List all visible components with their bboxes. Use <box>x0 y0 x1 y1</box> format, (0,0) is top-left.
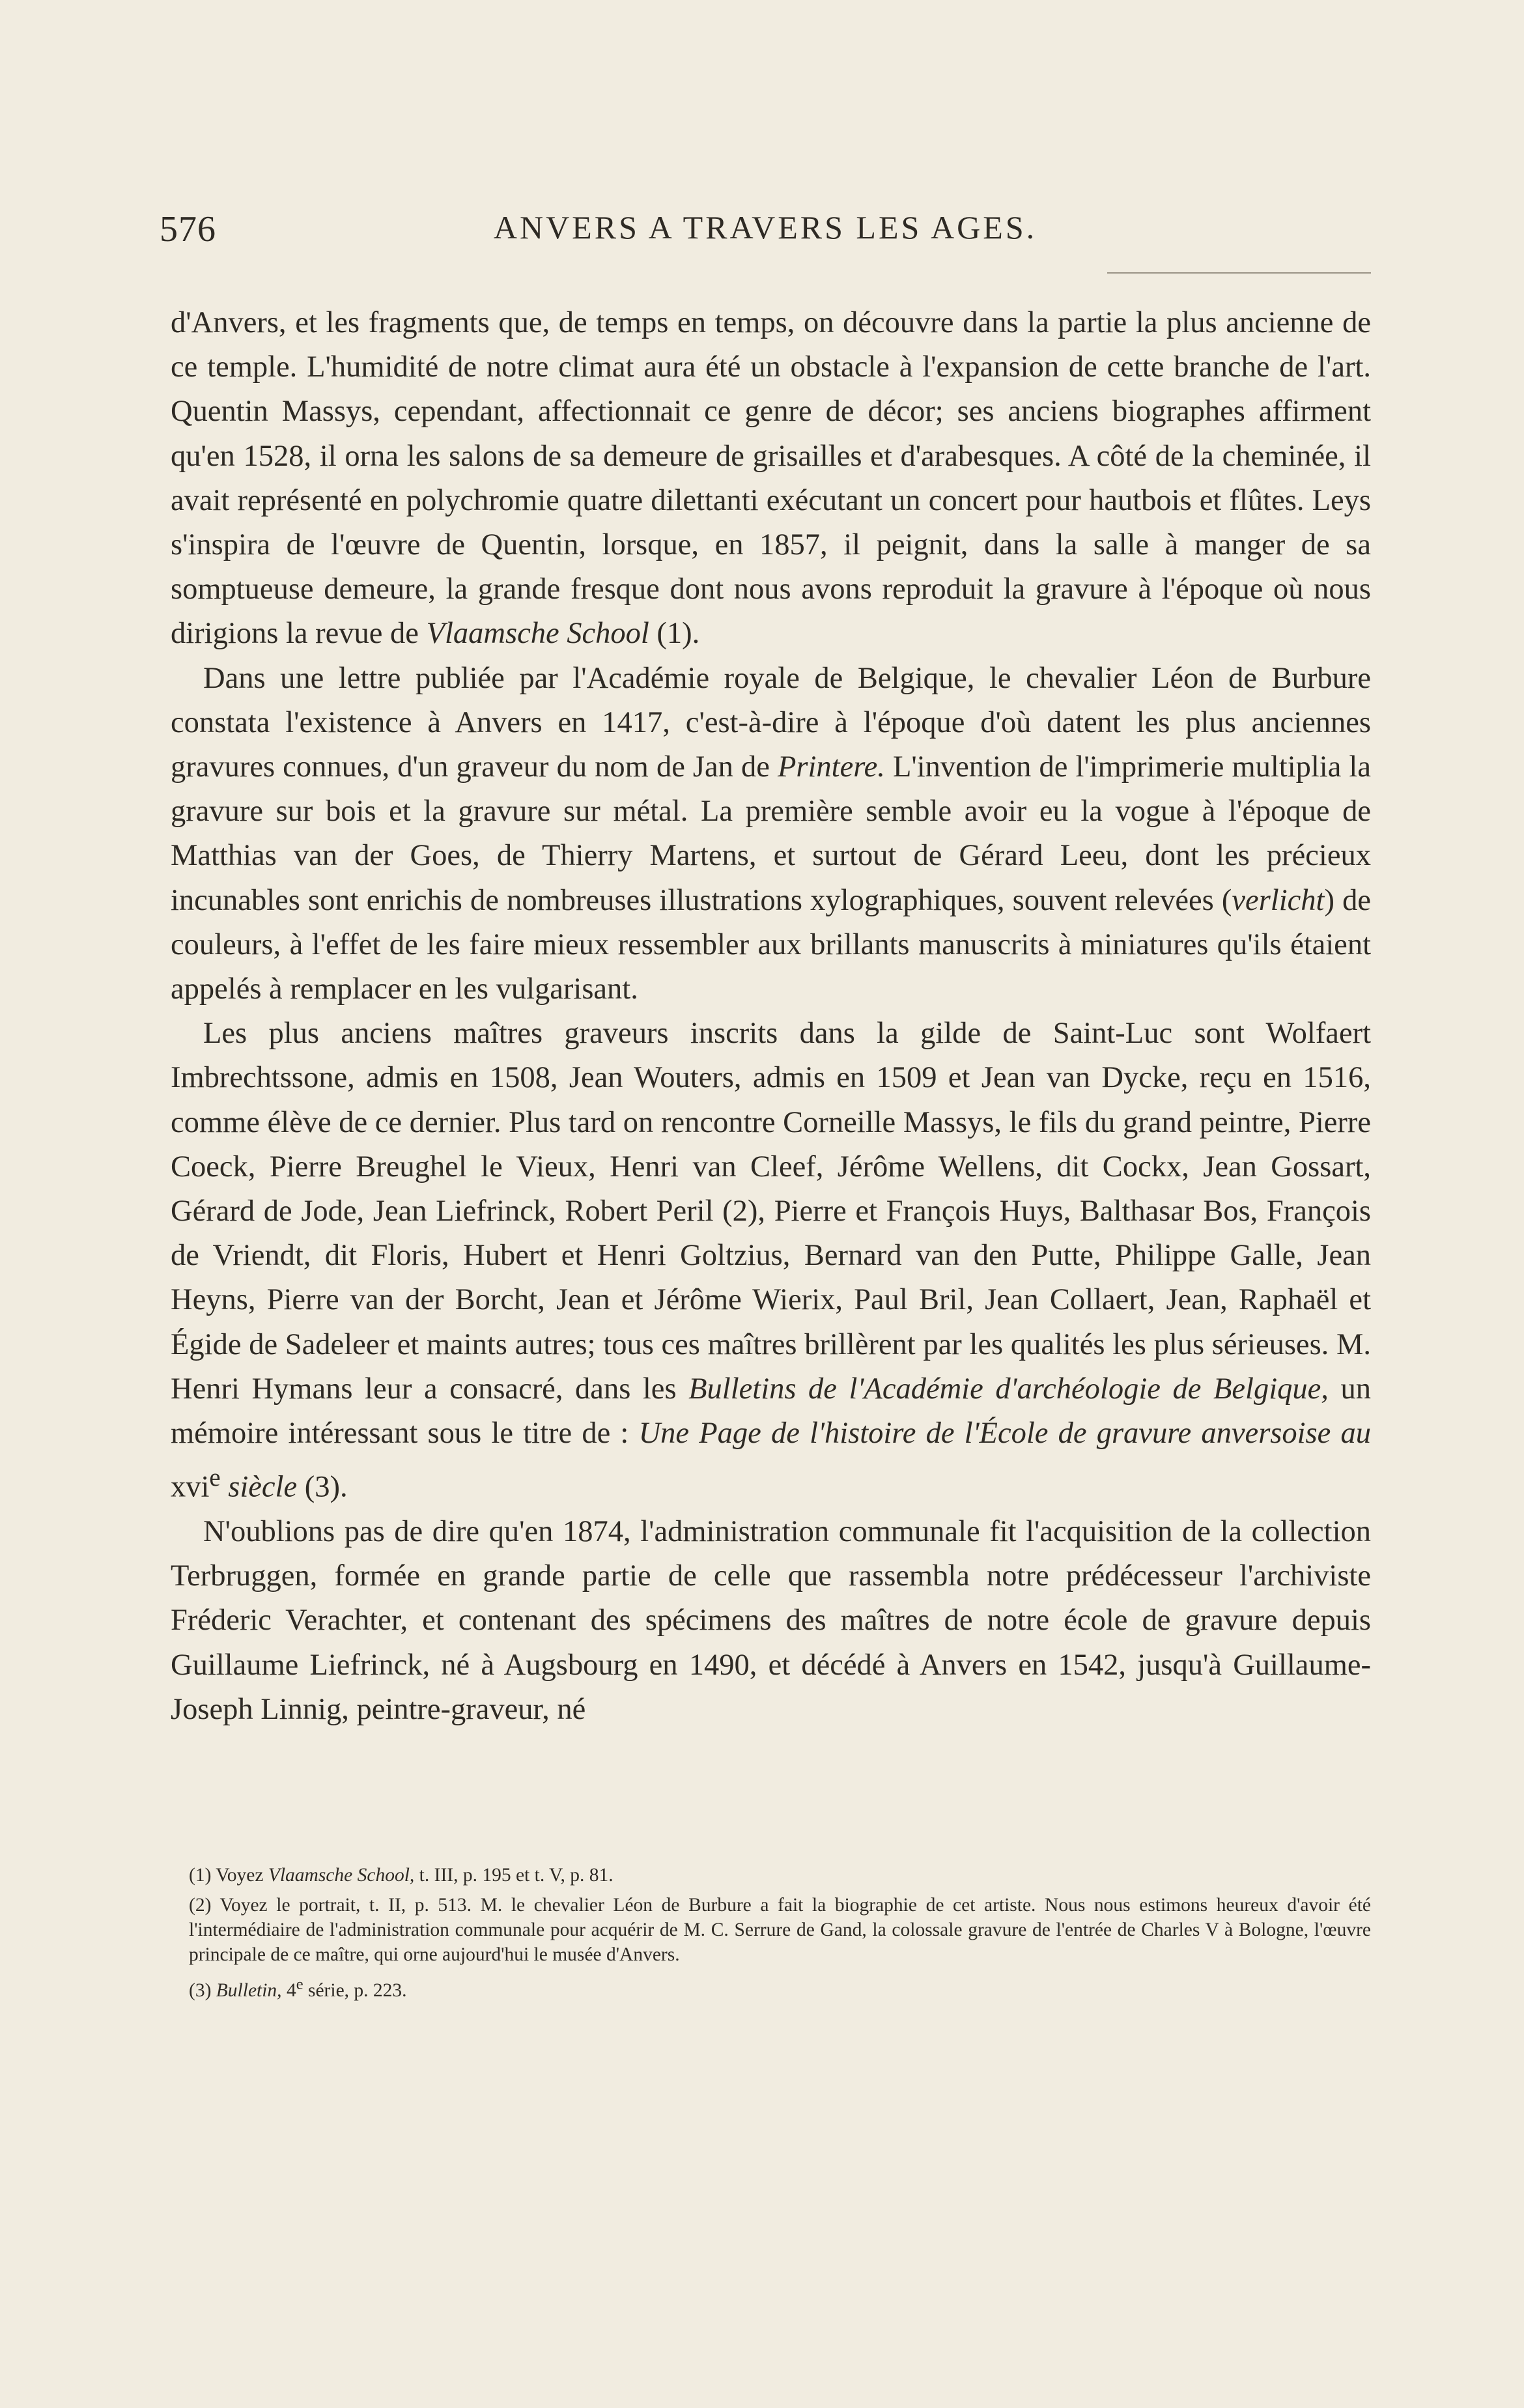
italic-run: siècle <box>228 1470 298 1504</box>
footnote-1: (1) Voyez Vlaamsche School, t. III, p. 195 et t. V, p. 81. <box>189 1865 614 1886</box>
page-header <box>160 208 1371 261</box>
italic-run: Bulletins de l'Académie d'archéologie de Belgique, <box>688 1372 1329 1406</box>
italic-run: Une Page de l'histoire de l'École de gravure anversoise au <box>638 1417 1372 1451</box>
italic-run: Printere. <box>777 750 885 784</box>
body-text <box>171 301 1371 1732</box>
running-title: ANVERS A TRAVERS LES AGES. <box>493 209 1037 246</box>
italic-run: verlicht <box>1232 883 1325 917</box>
italic-run: Vlaamsche School, <box>268 1865 415 1886</box>
paragraph-3: Les plus anciens maîtres graveurs inscrits dans la gilde de Saint-Luc sont Wolfaert Imbrechtssone, admis en 1508, Jean Wouters, admis en 1509 et Jean van Dycke, reçu en 1516, comme élève de ce dernier. Plus tard on rencontre Corneille Massys, le fils du grand peintre, Pierre Coeck, Pierre Breughel le Vieux, Henri van Cleef, Jérôme Wellens, dit Cockx, Jean Gossart, Gérard de Jode, Jean Liefrinck, Robert Peril (2), Pierre et François Huys, Balthasar Bos, François de Vriendt, dit Floris, Hubert et Henri Goltzius, Bernard van den Putte, Philippe Galle, Jean Heyns, Pierre van der Borcht, Jean et Jérôme Wierix, Paul Bril, Jean Collaert, Jean, Raphaël et Égide de Sadeleer et maints autres; tous ces maîtres brillèrent par les qualités les plus sérieuses. M. Henri Hymans leur a consacré, dans les Bulletins de l'Académie d'archéologie de Belgique, un mémoire intéressant sous le titre de : Une Page de l'histoire de l'École de gravure anversoise au xvi$^e$ siècle (3). <box>171 1017 1372 1504</box>
italic-run: Bulletin, <box>216 1979 282 2001</box>
superscript: e <box>209 1464 221 1492</box>
header-rule <box>1107 272 1371 274</box>
page-number: 576 <box>160 209 216 249</box>
paragraph-2: Dans une lettre publiée par l'Académie royale de Belgique, le chevalier Léon de Burbure constata l'existence à Anvers en 1417, c'est-à-dire à l'époque d'où datent les plus anciennes gravures connues, d'un graveur du nom de Jan de Printere. L'invention de l'imprimerie multiplia la gravure sur bois et la gravure sur métal. La première semble avoir eu la vogue à l'époque de Matthias van der Goes, de Thierry Martens, et surtout de Gérard Leeu, dont les précieux incunables sont enrichis de nombreuses illustrations xylographiques, souvent relevées (verlicht) de couleurs, à l'effet de les faire mieux ressembler aux brillants manuscrits à miniatures qu'ils étaient appelés à remplacer en les vulgarisant. <box>171 661 1371 1006</box>
paragraph-1: d'Anvers, et les fragments que, de temps en temps, on découvre dans la partie la plus ancienne de ce temple. L'humidité de notre climat aura été un obstacle à l'expansion de cette branche de l'art. Quentin Massys, cependant, affectionnait ce genre de décor; ses anciens biographes affirment qu'en 1528, il orna les salons de sa demeure de grisailles et d'arabesques. A côté de la cheminée, il avait représenté en polychromie quatre dilettanti exécutant un concert pour hautbois et flûtes. Leys s'inspira de l'œuvre de Quentin, lorsque, en 1857, il peignit, dans la salle à manger de sa somptueuse demeure, la grande fresque dont nous avons reproduit la gravure à l'époque où nous dirigions la revue de Vlaamsche School (1). <box>171 306 1371 651</box>
footnote-2: (2) Voyez le portrait, t. II, p. 513. M. le chevalier Léon de Burbure a fait la biographie de cet artiste. Nous nous estimons heureux d'avoir été l'intermédiaire de l'administration communale pour acquérir de M. C. Serrure de Gand, la colossale gravure de l'entrée de Charles V à Bologne, l'œuvre principale de ce maître, qui orne aujourd'hui le musée d'Anvers. <box>189 1895 1371 1965</box>
italic-run: Vlaamsche School <box>426 617 649 651</box>
footnote-3: (3) Bulletin, 4e série, p. 223. <box>189 1976 407 2001</box>
paragraph-4: N'oublions pas de dire qu'en 1874, l'administration communale fit l'acquisition de la collection Terbruggen, formée en grande partie de celle que rassembla notre prédécesseur l'archiviste Fréderic Verachter, et contenant des spécimens des maîtres de notre école de gravure depuis Guillaume Liefrinck, né à Augsbourg en 1490, et décédé à Anvers en 1542, jusqu'à Guillaume-Joseph Linnig, peintre-graveur, né <box>171 1514 1371 1726</box>
superscript: e <box>296 1976 303 1993</box>
footnotes <box>189 1863 1371 2008</box>
